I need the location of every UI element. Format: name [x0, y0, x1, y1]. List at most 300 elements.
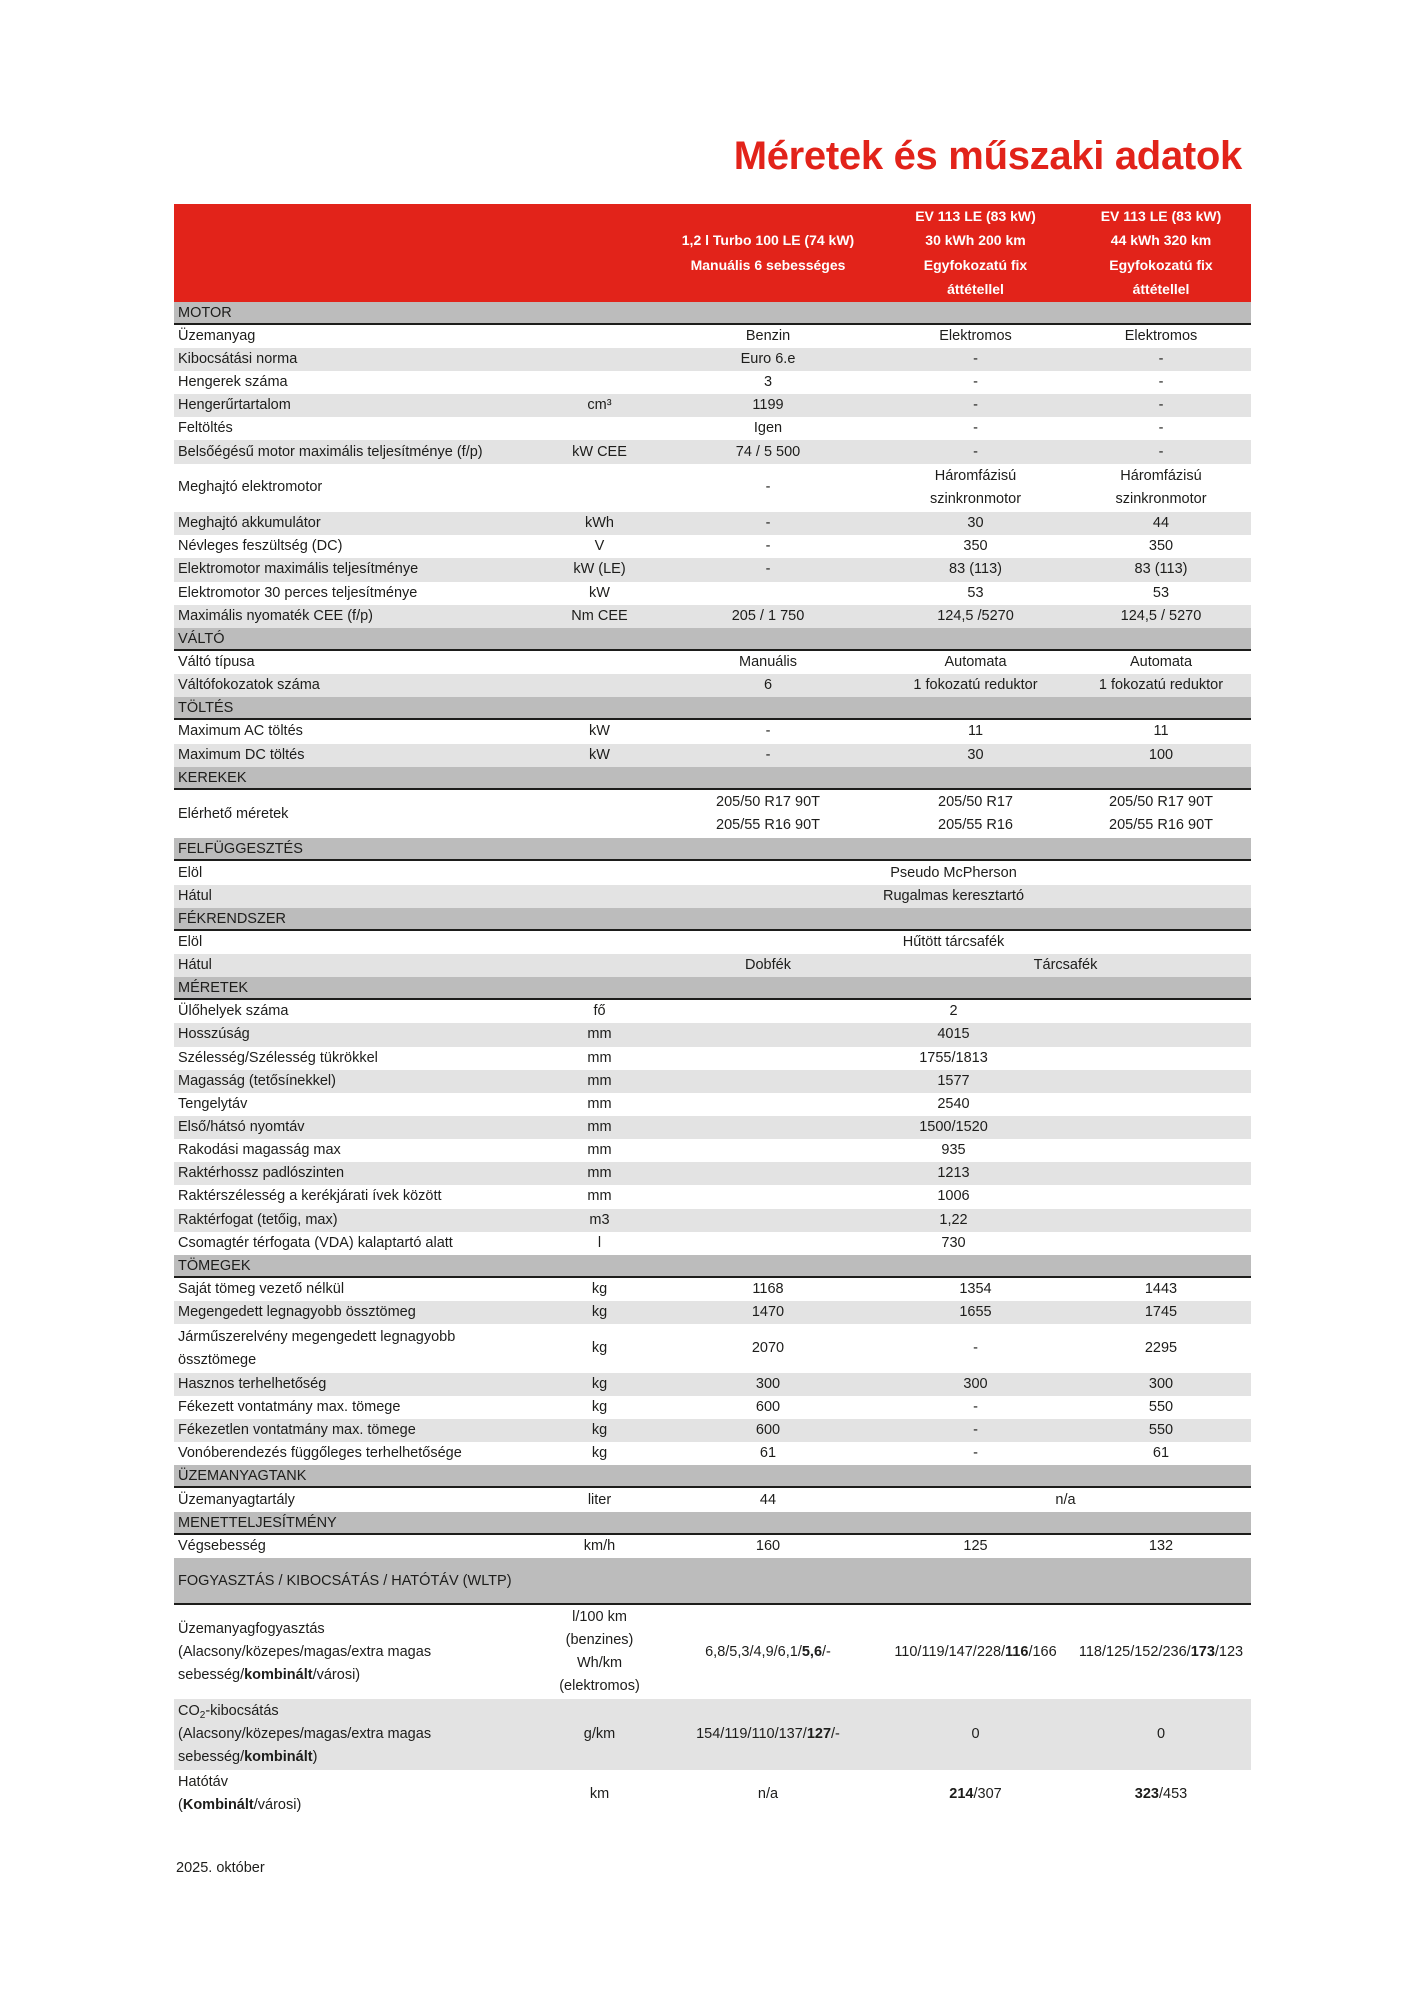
text: (elektromos) [559, 1678, 640, 1695]
row-label [174, 440, 543, 463]
text: Elöl [178, 933, 203, 950]
row-label [174, 371, 543, 394]
value-ev-30kwh [880, 1605, 1071, 1699]
text: 205/50 R17 90T [1109, 794, 1213, 811]
value-ev-44kwh [1071, 1770, 1251, 1818]
text: -kibocsátás [205, 1703, 279, 1720]
spec-section [174, 1558, 1251, 1819]
spec-row [174, 1770, 1251, 1818]
value-ev-44kwh [1071, 1535, 1251, 1558]
value-ev-44kwh [1071, 440, 1251, 463]
unit-cell [543, 440, 656, 463]
text: 1354 [959, 1281, 992, 1298]
value-ev-44kwh [1071, 1373, 1251, 1396]
value-ev-44kwh [1071, 1301, 1251, 1324]
text: 2070 [751, 1340, 785, 1356]
value-turbo [656, 1699, 880, 1770]
text: Ülőhelyek száma [178, 1003, 289, 1020]
bold-text: 173 [1190, 1643, 1215, 1660]
unit-cell [543, 582, 656, 605]
text: Saját tömeg vezető nélkül [178, 1281, 345, 1298]
bold-text: 323 [1134, 1785, 1159, 1802]
text: - [973, 397, 978, 414]
section-title: MENETTELJESÍTMÉNY [174, 1512, 1251, 1535]
text: Szélesség/Szélesség tükrökkel [178, 1049, 378, 1066]
text: kg [591, 1375, 608, 1392]
spec-row [174, 417, 1251, 440]
text: Rugalmas keresztartó [882, 887, 1025, 904]
text-line [178, 1618, 539, 1641]
text-line [1073, 488, 1249, 511]
spec-row [174, 535, 1251, 558]
spec-row [174, 1139, 1251, 1162]
unit-cell [543, 1185, 656, 1208]
spec-row [174, 1278, 1251, 1301]
header-turbo-variant [656, 204, 880, 302]
unit-cell [543, 954, 656, 977]
spec-row [174, 1232, 1251, 1255]
text: 1470 [751, 1304, 785, 1321]
row-label [174, 464, 543, 513]
row-label [174, 1070, 543, 1093]
text: mm [587, 1119, 612, 1136]
text: 30 [967, 746, 984, 763]
unit-cell [543, 1116, 656, 1139]
spec-row [174, 861, 1251, 884]
text: 1655 [959, 1304, 992, 1321]
text: 154/119/110/137/ [696, 1726, 807, 1743]
text: Háromfázisú [934, 467, 1017, 484]
value-all-variants [656, 1116, 1251, 1139]
text: 1168 [752, 1281, 784, 1298]
row-label [174, 1232, 543, 1255]
text: /307 [973, 1785, 1002, 1802]
text: cm³ [587, 397, 612, 414]
spec-row [174, 558, 1251, 581]
section-header [174, 1558, 1251, 1606]
unit-cell [543, 720, 656, 743]
text: 1,2 l Turbo 100 LE (74 kW) [681, 232, 855, 249]
unit-cell [543, 1162, 656, 1185]
unit-cell [543, 1605, 656, 1699]
unit-cell [543, 1535, 656, 1558]
spec-row [174, 674, 1251, 697]
text: 550 [1148, 1422, 1174, 1439]
text-line [1073, 228, 1249, 252]
value-ev-44kwh [1071, 720, 1251, 743]
subscript-text: 2 [199, 1710, 206, 1722]
unit-cell [543, 1396, 656, 1419]
text: liter [587, 1491, 612, 1508]
text: Nm CEE [571, 607, 628, 624]
text: Pseudo McPherson [890, 864, 1017, 881]
spec-row [174, 512, 1251, 535]
text: 300 [1148, 1375, 1174, 1392]
text: - [973, 374, 978, 391]
text: - [1158, 420, 1164, 437]
value-turbo [656, 1324, 880, 1373]
text-line [882, 465, 1069, 488]
value-all-variants [656, 1093, 1251, 1116]
unit-cell [543, 464, 656, 513]
unit-cell [543, 1324, 656, 1373]
text: Névleges feszültség (DC) [178, 538, 343, 555]
text: - [973, 1398, 978, 1415]
value-all-variants [656, 1047, 1251, 1070]
text-line [1073, 277, 1249, 301]
text: szinkronmotor [929, 490, 1022, 507]
value-ev-44kwh [1071, 325, 1251, 348]
text: EV 113 LE (83 kW) [1100, 208, 1222, 224]
text: össztömege [178, 1351, 257, 1368]
text-line [658, 791, 878, 814]
text: mm [587, 1142, 612, 1159]
row-label [174, 1442, 543, 1465]
value-ev-30kwh [880, 371, 1071, 394]
bold-text: 127 [806, 1726, 832, 1743]
row-label [174, 1396, 543, 1419]
row-label [174, 720, 543, 743]
row-label [174, 1185, 543, 1208]
text-line [882, 814, 1069, 837]
unit-cell [543, 1139, 656, 1162]
spec-row [174, 582, 1251, 605]
text: - [1158, 443, 1164, 460]
unit-cell [543, 512, 656, 535]
text: /- [822, 1643, 831, 1660]
text: - [1158, 350, 1164, 367]
text: kg [591, 1340, 608, 1356]
text: 1006 [937, 1188, 970, 1205]
text: 30 kWh 200 km [925, 232, 1026, 249]
section-header [174, 697, 1251, 720]
text-line [178, 1326, 539, 1349]
spec-row [174, 1324, 1251, 1373]
section-title: VÁLTÓ [174, 628, 1251, 651]
row-label [174, 744, 543, 767]
spec-row [174, 1605, 1251, 1699]
value-turbo [656, 558, 880, 581]
text: ( [178, 1797, 183, 1814]
unit-cell [543, 1442, 656, 1465]
value-ev-30kwh [880, 1442, 1071, 1465]
spec-row [174, 1162, 1251, 1185]
value-ev-30kwh [880, 464, 1071, 513]
spec-row [174, 1000, 1251, 1023]
value-turbo [656, 954, 880, 977]
text: V [594, 538, 605, 555]
value-ev-44kwh [1071, 744, 1251, 767]
text: kWh [585, 515, 614, 532]
row-label [174, 1047, 543, 1070]
value-ev-44kwh [1071, 535, 1251, 558]
text: - [1158, 374, 1164, 391]
text: - [765, 723, 771, 740]
value-turbo [656, 348, 880, 371]
text: 53 [1152, 584, 1170, 601]
text: 0 [1156, 1726, 1166, 1743]
value-ev-30kwh [880, 440, 1071, 463]
text: kW [589, 584, 610, 601]
text: 600 [755, 1398, 781, 1415]
text: Elöl [178, 864, 203, 881]
text: 44 [1152, 515, 1170, 532]
spec-row [174, 1535, 1251, 1558]
value-all-variants [656, 931, 1251, 954]
value-all-variants [656, 1185, 1251, 1208]
text-line [658, 814, 878, 837]
text: Euro 6.e [740, 350, 796, 367]
text-line [882, 204, 1069, 228]
spec-section [174, 908, 1251, 977]
text: kg [591, 1422, 608, 1439]
section-title: FOGYASZTÁS / KIBOCSÁTÁS / HATÓTÁV (WLTP) [174, 1558, 1251, 1606]
unit-cell [543, 931, 656, 954]
text: 4015 [937, 1026, 970, 1043]
row-label [174, 1139, 543, 1162]
text: Automata [1129, 654, 1193, 671]
text: Hosszúság [178, 1026, 250, 1043]
row-label [174, 1535, 543, 1558]
text: mm [587, 1188, 612, 1205]
value-turbo [656, 674, 880, 697]
spec-row [174, 790, 1251, 839]
text: 1500/1520 [919, 1119, 988, 1136]
text: - [1158, 397, 1164, 414]
value-ev-30kwh [880, 1324, 1071, 1373]
value-turbo [656, 1301, 880, 1324]
spec-section [174, 977, 1251, 1255]
spec-row [174, 394, 1251, 417]
value-turbo [656, 1373, 880, 1396]
text: Hátul [178, 887, 212, 904]
unit-cell [543, 1070, 656, 1093]
spec-section [174, 838, 1251, 907]
text-line [1073, 791, 1249, 814]
row-label [174, 535, 543, 558]
text: km/h [583, 1537, 616, 1554]
spec-row [174, 1047, 1251, 1070]
text: - [973, 350, 978, 367]
spec-row [174, 325, 1251, 348]
text: Elektromos [1124, 327, 1198, 344]
value-turbo [656, 394, 880, 417]
text: Üzemanyagfogyasztás [178, 1620, 325, 1637]
text: Üzemanyagtartály [178, 1491, 295, 1508]
spec-section [174, 697, 1251, 766]
text: 83 (113) [1134, 561, 1188, 578]
text: /- [831, 1726, 840, 1743]
value-turbo [656, 325, 880, 348]
row-label [174, 885, 543, 908]
value-ev-30kwh [880, 744, 1071, 767]
row-label [174, 1278, 543, 1301]
text: - [765, 479, 771, 496]
text: - [973, 420, 978, 437]
row-label [174, 1162, 543, 1185]
text: n/a [1055, 1491, 1076, 1508]
value-ev-44kwh [1071, 674, 1251, 697]
spec-row [174, 744, 1251, 767]
spec-row [174, 1185, 1251, 1208]
value-both-ev [880, 1488, 1251, 1511]
unit-cell [543, 325, 656, 348]
spec-row [174, 1396, 1251, 1419]
value-turbo [656, 440, 880, 463]
text: 205/55 R16 90T [716, 817, 820, 834]
row-label [174, 1000, 543, 1023]
bold-text: kombinált [244, 1666, 313, 1683]
spec-section [174, 302, 1251, 628]
spec-section [174, 1255, 1251, 1465]
text: (Alacsony/közepes/magas/extra magas [178, 1643, 432, 1660]
text: - [973, 1422, 978, 1439]
text: /166 [1028, 1643, 1057, 1660]
text: Wh/km [576, 1655, 623, 1672]
section-title: KEREKEK [174, 767, 1251, 790]
unit-cell [543, 1093, 656, 1116]
text: Hasznos terhelhetőség [178, 1375, 327, 1392]
text: (benzines) [565, 1632, 634, 1649]
value-ev-30kwh [880, 582, 1071, 605]
text: 125 [963, 1537, 988, 1554]
value-ev-30kwh [880, 417, 1071, 440]
text: sebesség/ [178, 1666, 245, 1683]
text: Hengerek száma [178, 374, 288, 391]
text: Feltöltés [178, 420, 233, 437]
text: Üzemanyag [178, 327, 256, 344]
text: - [765, 746, 771, 763]
spec-row [174, 605, 1251, 628]
value-ev-44kwh [1071, 371, 1251, 394]
unit-cell [543, 417, 656, 440]
row-label [174, 512, 543, 535]
text: Igen [753, 420, 783, 437]
value-ev-30kwh [880, 1699, 1071, 1770]
header-ev-44kwh-variant [1071, 204, 1251, 302]
header-row [174, 204, 1251, 302]
value-turbo [656, 1535, 880, 1558]
row-label [174, 1488, 543, 1511]
text: 1199 [752, 397, 784, 414]
text-line [545, 1629, 654, 1652]
text-line [178, 1700, 539, 1723]
text: Manuális 6 sebességes [690, 256, 846, 273]
text-line [545, 1675, 654, 1698]
text-line [1073, 465, 1249, 488]
spec-section [174, 1465, 1251, 1511]
value-turbo [656, 582, 880, 605]
header-ev-30kwh-variant [880, 204, 1071, 302]
spec-row [174, 464, 1251, 513]
text: Elektromotor maximális teljesítménye [178, 561, 419, 578]
unit-cell [543, 1023, 656, 1046]
unit-cell [543, 1770, 656, 1818]
text-line [178, 1664, 539, 1687]
text: 1745 [1144, 1304, 1178, 1321]
text: Meghajtó akkumulátor [178, 515, 321, 532]
text: (Alacsony/közepes/magas/extra magas [178, 1726, 432, 1743]
value-both-ev [880, 954, 1251, 977]
value-all-variants [656, 1209, 1251, 1232]
text: 30 [967, 515, 984, 532]
text: Első/hátsó nyomtáv [178, 1119, 305, 1136]
value-ev-44kwh [1071, 1699, 1251, 1770]
text: 2295 [1144, 1340, 1178, 1356]
text: 118/125/152/236/ [1078, 1643, 1191, 1660]
text: Elektromos [939, 327, 1012, 344]
text: 1,22 [939, 1211, 968, 1228]
value-all-variants [656, 1023, 1251, 1046]
text-line [545, 1652, 654, 1675]
text: 124,5 /5270 [937, 607, 1014, 624]
spec-section [174, 1512, 1251, 1558]
text: 730 [941, 1234, 966, 1251]
row-label [174, 348, 543, 371]
text: Elérhető méretek [178, 805, 289, 822]
spec-table [174, 204, 1251, 1818]
value-ev-30kwh [880, 535, 1071, 558]
text: szinkronmotor [1115, 490, 1207, 507]
value-ev-30kwh [880, 1419, 1071, 1442]
text: km [589, 1785, 610, 1802]
bold-text: 214 [949, 1785, 974, 1802]
text: áttétellel [947, 281, 1004, 298]
value-ev-30kwh [880, 394, 1071, 417]
text: 53 [967, 584, 984, 601]
value-ev-30kwh [880, 558, 1071, 581]
value-turbo [656, 417, 880, 440]
value-ev-30kwh [880, 348, 1071, 371]
text: Háromfázisú [1120, 467, 1202, 484]
text-line [658, 253, 878, 277]
text: Tengelytáv [178, 1095, 248, 1112]
row-label [174, 861, 543, 884]
spec-row [174, 1023, 1251, 1046]
spec-row [174, 1209, 1251, 1232]
unit-cell [543, 1419, 656, 1442]
unit-cell [543, 651, 656, 674]
unit-cell [543, 394, 656, 417]
section-title: MOTOR [174, 302, 1251, 325]
row-label [174, 558, 543, 581]
row-label [174, 674, 543, 697]
text: Járműszerelvény megengedett legnagyobb [178, 1328, 456, 1345]
text: 205/50 R17 [938, 794, 1013, 811]
value-ev-30kwh [880, 674, 1071, 697]
spec-row [174, 371, 1251, 394]
spec-row [174, 720, 1251, 743]
value-turbo [656, 535, 880, 558]
section-title: TÖLTÉS [174, 697, 1251, 720]
text-line [1073, 204, 1249, 228]
spec-section [174, 628, 1251, 697]
text: Fékezett vontatmány max. tömege [178, 1398, 401, 1415]
text-line [178, 1794, 539, 1817]
text: - [765, 561, 771, 578]
text: Hengerűrtartalom [178, 397, 291, 414]
text: Hátul [178, 957, 212, 974]
unit-cell [543, 1301, 656, 1324]
value-ev-44kwh [1071, 790, 1251, 839]
value-turbo [656, 1770, 880, 1818]
text: kW [589, 746, 610, 763]
text: kW [589, 723, 610, 740]
section-title: TÖMEGEK [174, 1255, 1251, 1278]
section-title: MÉRETEK [174, 977, 1251, 1000]
value-ev-44kwh [1071, 394, 1251, 417]
row-label [174, 417, 543, 440]
